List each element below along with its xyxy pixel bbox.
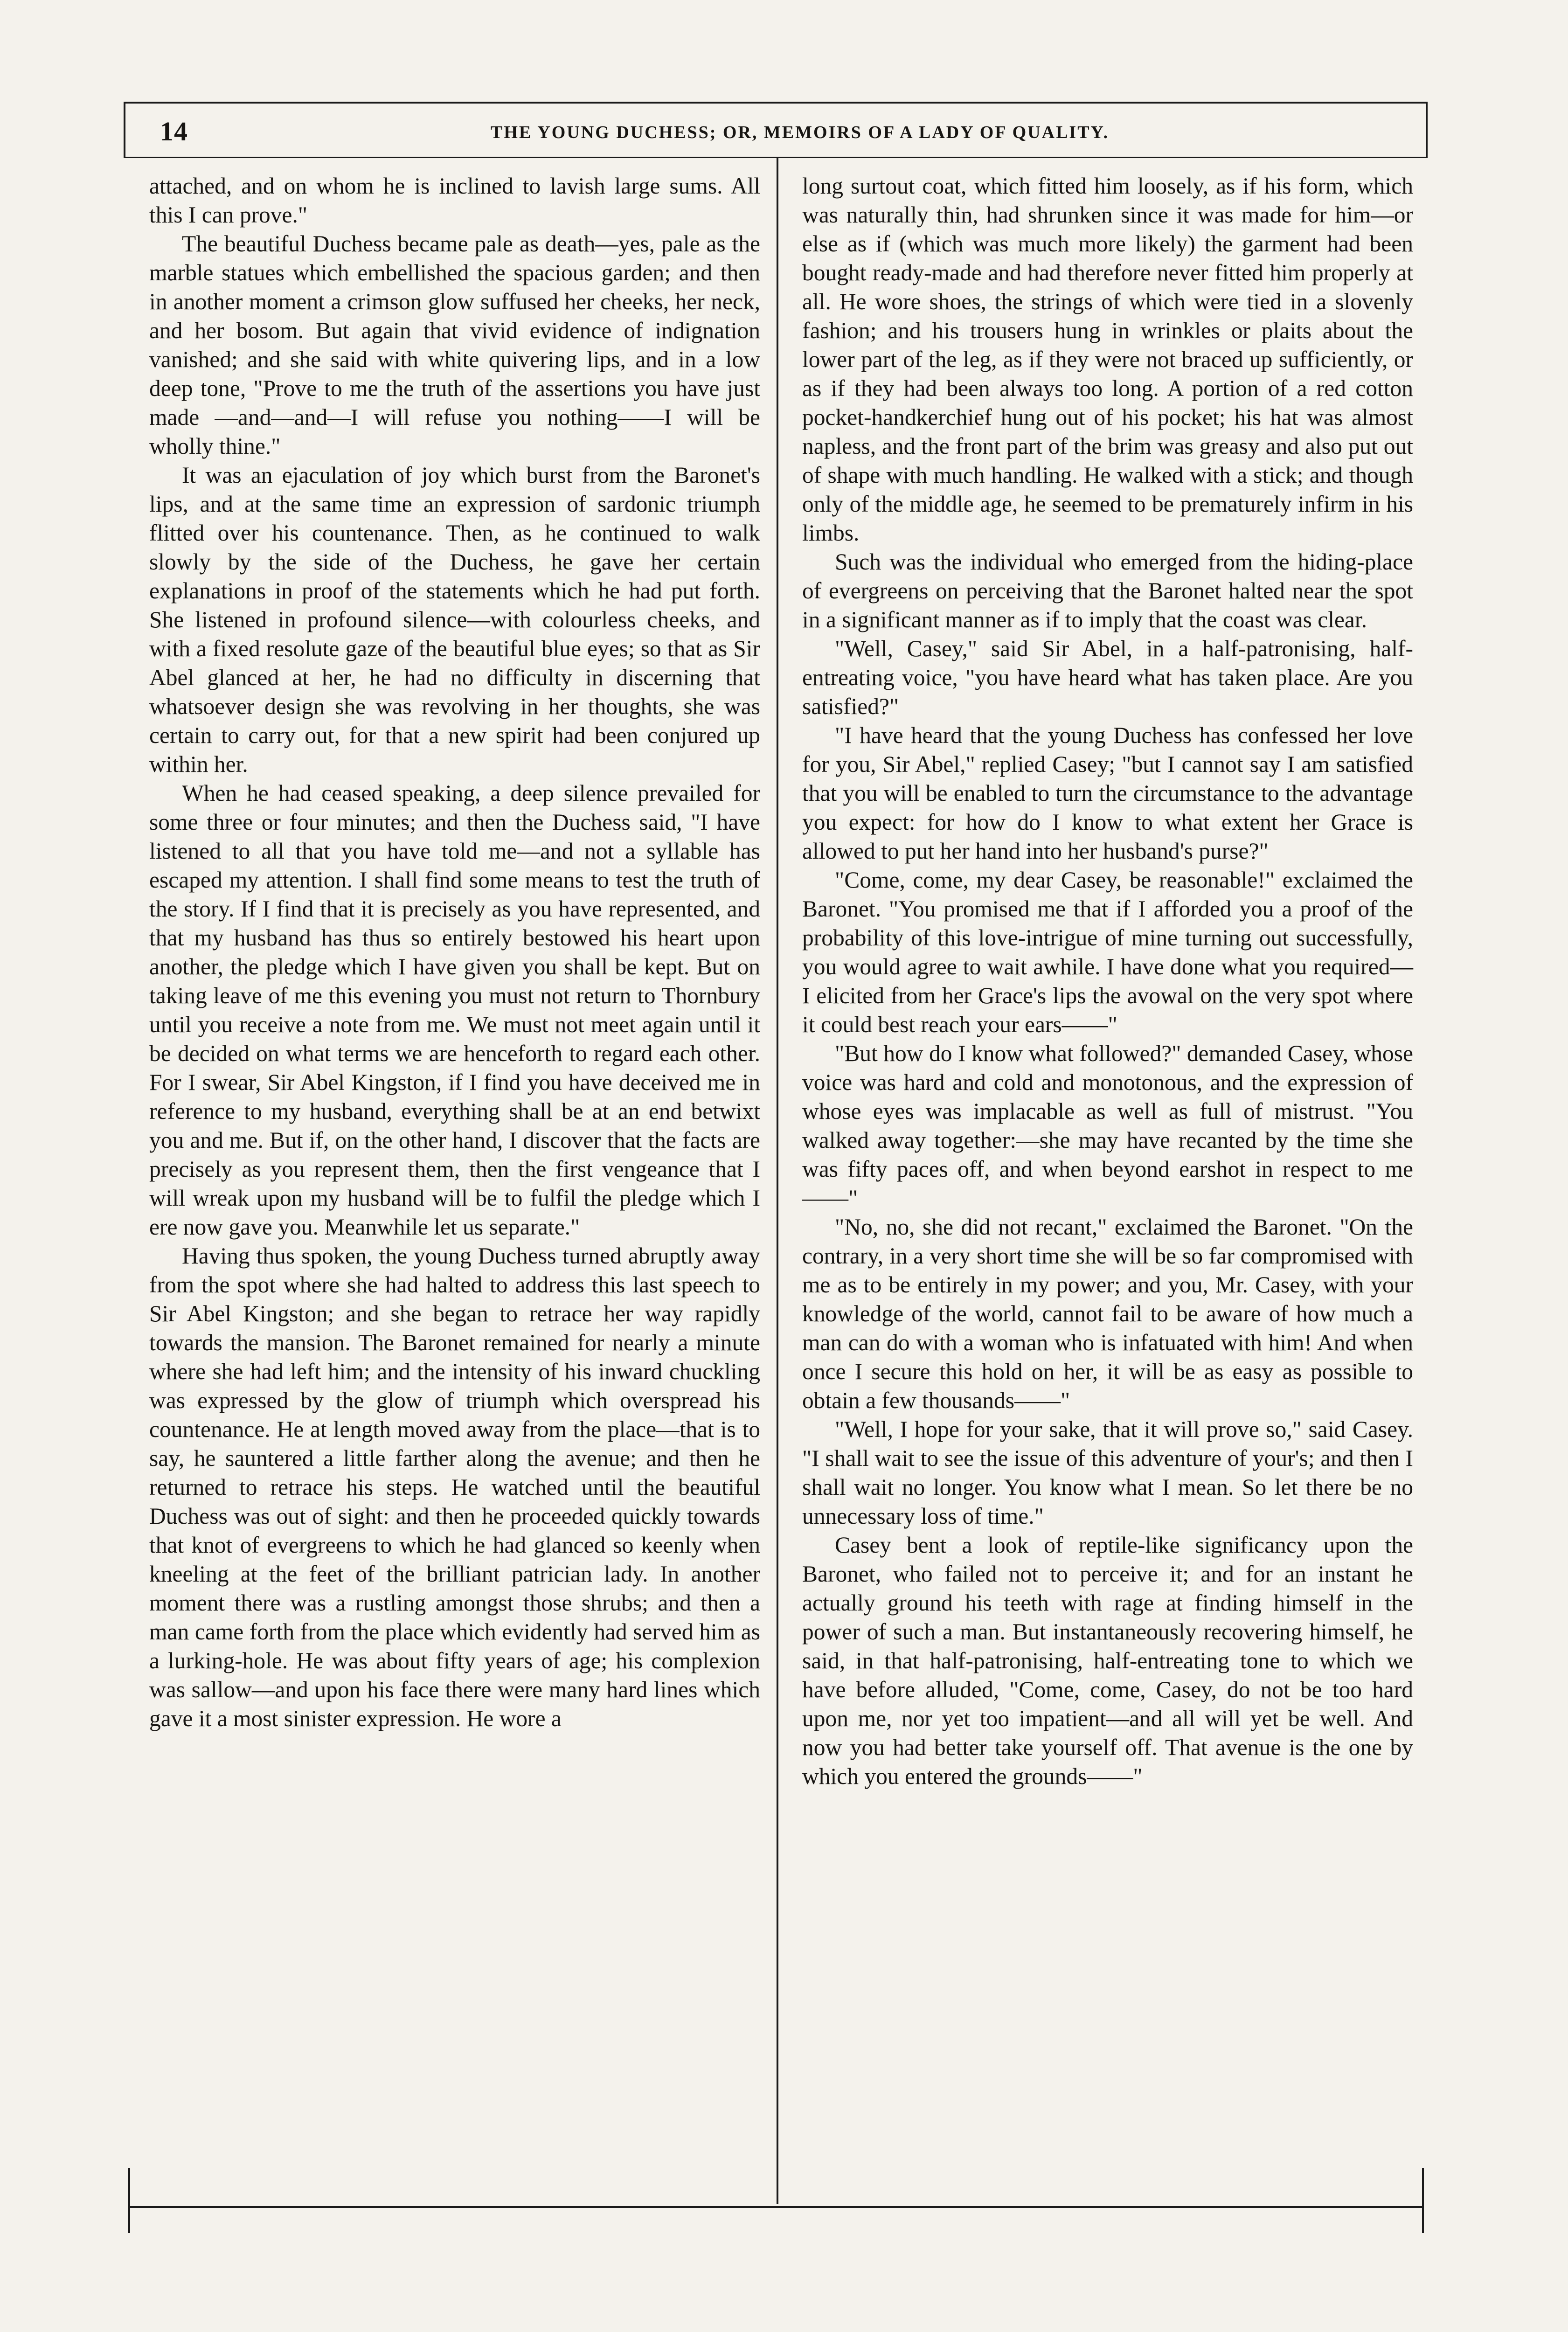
header-right-rule: [1426, 102, 1428, 157]
paragraph: long surtout coat, which fitted him loosely, as if his form, which was naturally thin, had shrunken since it was made for him—or else as if (which was much more likely) the garment had been bought ready-made and had therefore never fitted him properly at all. He wore shoes, the strings of which were tied in a slovenly fashion; and his trousers hung in wrinkles or plaits about the lower part of the leg, as if they were not braced up sufficiently, or as if they had been always too long. A portion of a red cotton pocket-handkerchief hung out of his pocket; his hat was almost napless, and the front part of the brim was greasy and also put out of shape with much handling. He walked with a stick; and though only of the middle age, he seemed to be prematurely infirm in his limbs.: [802, 173, 1413, 546]
paragraph: "No, no, she did not recant," exclaimed the Baronet. "On the contrary, in a very short time she will be so far compromised with me as to be entirely in my power; and you, Mr. Casey, with your knowledge of the world, cannot fail to be aware of how much a man can do with a woman who is infatuated with him! And when once I secure this hold on her, it will be as easy as possible to obtain a few thousands——": [802, 1214, 1413, 1413]
paragraph: "But how do I know what followed?" demanded Casey, whose voice was hard and cold and monotonous, and the expression of whose eyes was implacable as well as full of mistrust. "You walked away together:—she may have recanted by the time she was fifty paces off, and when beyond earshot in respect to me——": [802, 1041, 1413, 1211]
header-left-rule: [124, 102, 125, 157]
left-column: [149, 172, 760, 1733]
paragraph: attached, and on whom he is inclined to lavish large sums. All this I can prove.": [149, 173, 760, 228]
paragraph: "Come, come, my dear Casey, be reasonable!" exclaimed the Baronet. "You promised me that if I afforded you a proof of the probability of this love-intrigue of mine turning out successfully, you would agree to wait awhile. I have done what you required—I elicited from her Grace's lips the avowal on the very spot where it could best reach your ears——": [802, 867, 1413, 1037]
header-underline-rule: [124, 157, 1428, 158]
page-number: 14: [160, 116, 188, 146]
column-divider: [777, 157, 778, 2204]
footer-right-rule: [1422, 2168, 1424, 2233]
paragraph: Having thus spoken, the young Duchess turned abruptly away from the spot where she had halted to address this last speech to Sir Abel Kingston; and she began to retrace her way rapidly towards the mansion. The Baronet remained for nearly a minute where she had left him; and the intensity of his inward chuckling was expressed by the glow of triumph which overspread his countenance. He at length moved away from the place—that is to say, he sauntered a little farther along the avenue; and then he returned to retrace his steps. He watched until the beautiful Duchess was out of sight: and then he proceeded quickly towards that knot of evergreens to which he had glanced so keenly when kneeling at the feet of the brilliant patrician lady. In another moment there was a rustling amongst those shrubs; and then a man came forth from the place which evidently had served him as a lurking-hole. He was about fifty years of age; his complexion was sallow—and upon his face there were many hard lines which gave it a most sinister expression. He wore a: [149, 1243, 760, 1731]
bottom-rule: [130, 2206, 1422, 2208]
paragraph: It was an ejaculation of joy which burst from the Baronet's lips, and at the same time an expression of sardonic triumph flitted over his countenance. Then, as he continued to walk slowly by the side of the Duchess, he gave her certain explanations in proof of the statements which he had put forth. She listened in profound silence—with colourless cheeks, and with a fixed resolute gaze of the beautiful blue eyes; so that as Sir Abel glanced at her, he had no difficulty in discerning that whatsoever design she was revolving in her thoughts, she was certain to carry out, for that a new spirit had been conjured up within her.: [149, 462, 760, 777]
top-rule: [124, 102, 1428, 104]
page-frame: [124, 102, 1428, 2270]
running-title: THE YOUNG DUCHESS; OR, MEMOIRS OF A LADY OF QUALITY.: [490, 123, 1110, 142]
paragraph: Such was the individual who emerged from the hiding-place of evergreens on perceiving that the Baronet halted near the spot in a significant manner as if to imply that the coast was clear.: [802, 549, 1413, 632]
paragraph: "Well, I hope for your sake, that it will prove so," said Casey. "I shall wait to see the issue of this adventure of your's; and then I shall wait no longer. You know what I mean. So let there be no unnecessary loss of time.": [802, 1416, 1413, 1529]
paragraph: The beautiful Duchess became pale as death—yes, pale as the marble statues which embellished the spacious garden; and then in another moment a crimson glow suffused her cheeks, her neck, and her bosom. But again that vivid evidence of indignation vanished; and she said with white quivering lips, and in a low deep tone, "Prove to me the truth of the assertions you have just made —and—and—I will refuse you nothing——I will be wholly thine.": [149, 231, 760, 459]
footer-left-rule: [128, 2168, 130, 2233]
paragraph: "I have heard that the young Duchess has confessed her love for you, Sir Abel," replied Casey; "but I cannot say I am satisfied that you will be enabled to turn the circumstance to the advantage you expect: for how do I know to what extent her Grace is allowed to put her hand into her husband's purse?": [802, 722, 1413, 864]
paragraph: "Well, Casey," said Sir Abel, in a half-patronising, half-entreating voice, "you have heard what has taken place. Are you satisfied?": [802, 636, 1413, 719]
paragraph: Casey bent a look of reptile-like significancy upon the Baronet, who failed not to perceive it; and for an instant he actually ground his teeth with rage at finding himself in the power of such a man. But instantaneously recovering himself, he said, in that half-patronising, half-entreating tone to which we have before alluded, "Come, come, Casey, do not be too hard upon me, nor yet too impatient—and all will yet be well. And now you had better take yourself off. That avenue is the one by which you entered the grounds——": [802, 1532, 1413, 1789]
paragraph: When he had ceased speaking, a deep silence prevailed for some three or four minutes; and then the Duchess said, "I have listened to all that you have told me—and not a syllable has escaped my attention. I shall find some means to test the truth of the story. If I find that it is precisely as you have represented, and that my husband has thus so entirely bestowed his heart upon another, the pledge which I have given you shall be kept. But on taking leave of me this evening you must not return to Thornbury until you receive a note from me. We must not meet again until it be decided on what terms we are henceforth to regard each other. For I swear, Sir Abel Kingston, if I find you have deceived me in reference to my husband, everything shall be at an end betwixt you and me. But if, on the other hand, I discover that the facts are precisely as you represent them, then the first vengeance that I will wreak upon my husband will be to fulfil the pledge which I ere now gave you. Meanwhile let us separate.": [149, 780, 760, 1240]
right-column: [802, 172, 1413, 1791]
